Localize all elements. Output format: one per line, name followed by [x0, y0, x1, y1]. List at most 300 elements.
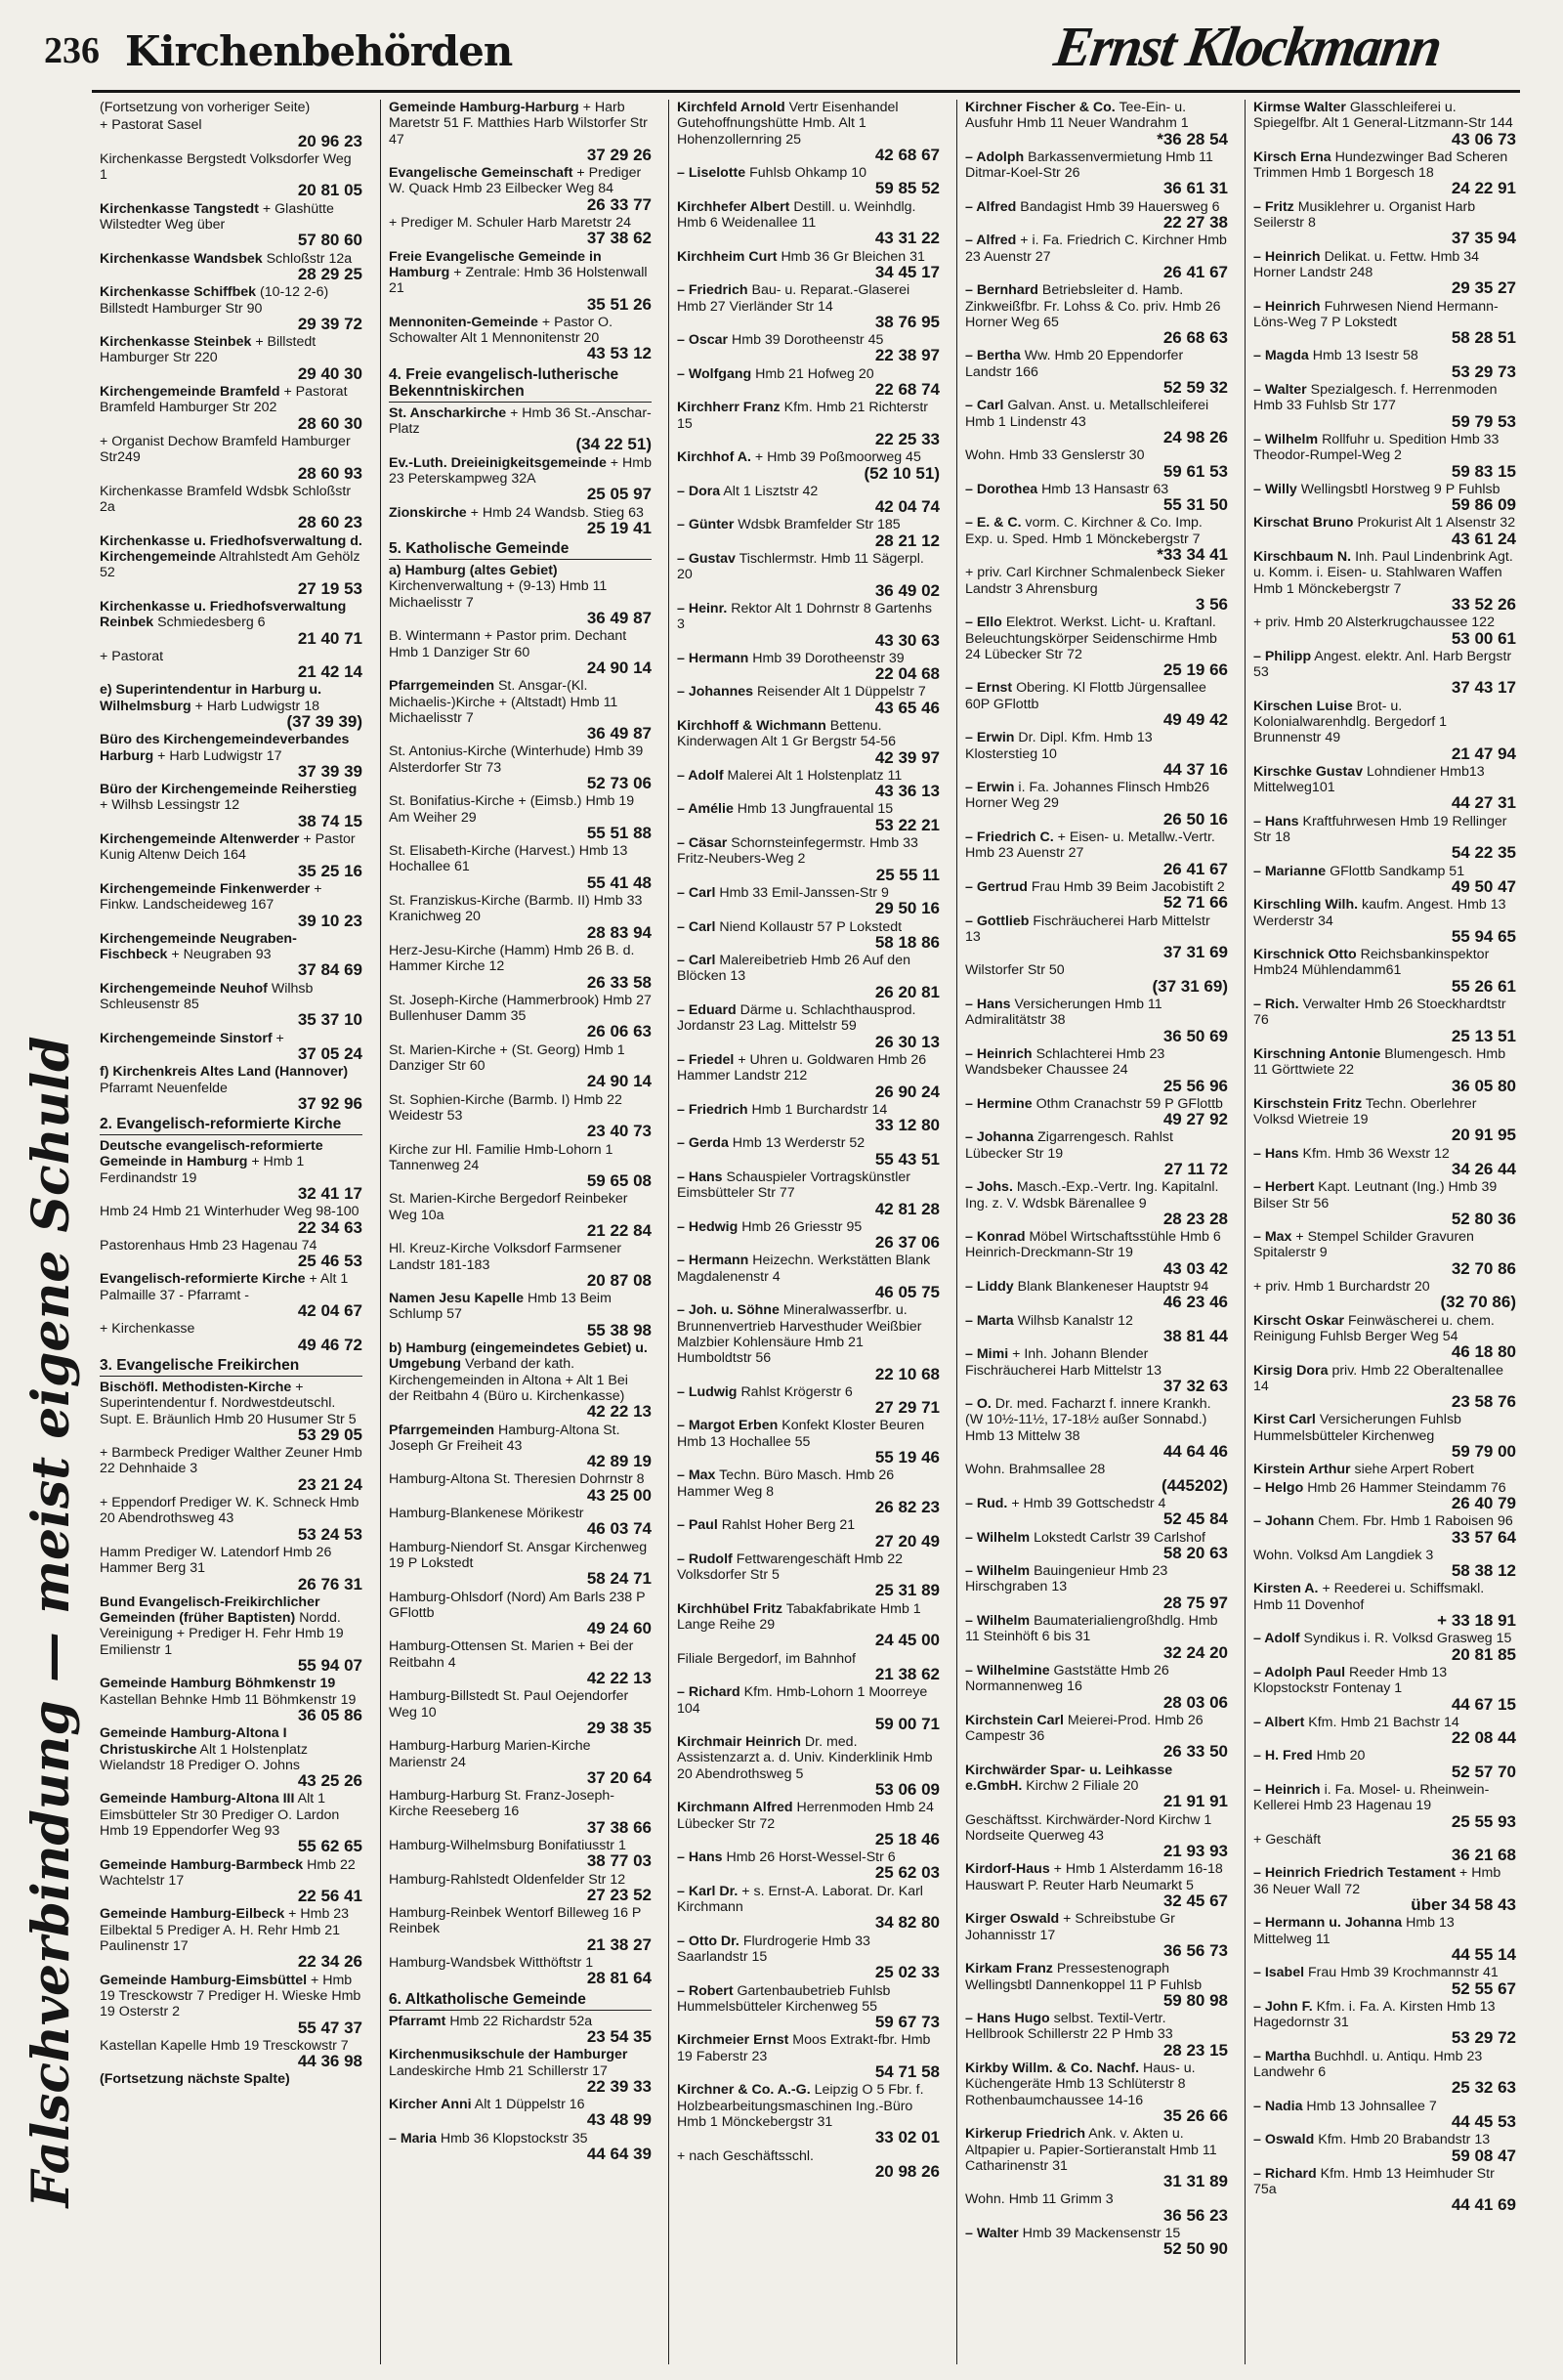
entry-details: Pressestenograph Wellingsbtl Dannenkoppel 11 P Fuhlsb	[965, 1961, 1203, 1993]
entry-name: – Walter	[1253, 382, 1307, 399]
entry-details: Wdsbk Bramfelder Str 185	[738, 517, 901, 533]
entry-name: – Johanna	[965, 1129, 1035, 1146]
entry-details: Kirchenkasse Bramfeld Wdsbk Schloßstr 2a	[100, 483, 352, 516]
entry-name: – Heinr.	[677, 600, 728, 616]
phone-number: 59 00 71	[874, 1714, 940, 1733]
entry-details: Wohn. Hmb 11 Grimm 3	[965, 2191, 1114, 2208]
entry-name: Kirchhoff & Wichmann	[677, 717, 826, 734]
phone-number: 22 34 26	[297, 1952, 362, 1972]
entry-name: – Richard	[677, 1684, 740, 1701]
entry-details: Versicherungen Fuhlsb Hummelsbütteler Kirchenweg	[1253, 1412, 1461, 1444]
phone-number: 26 76 31	[297, 1574, 362, 1594]
directory-entry	[1253, 1548, 1516, 1580]
phone-number: 28 60 30	[297, 413, 362, 433]
entry-details: Landeskirche Hmb 21 Schillerstr 17	[389, 2062, 608, 2079]
entry-name: – Marianne	[1253, 863, 1327, 879]
entry-details: vorm. C. Kirchner & Co. Imp. Exp. u. Sped. Hmb 1 Mönckebergstr 7	[965, 515, 1203, 547]
entry-name: – Willy	[1253, 481, 1297, 497]
entry-name: – Gertrud	[965, 878, 1028, 895]
entry-details: Hmb 26 Horst-Wessel-Str 6	[726, 1849, 896, 1866]
entry-details: Schauspieler Vortragskünstler Eimsbütteler Str 77	[677, 1169, 910, 1202]
entry-details: Ank. v. Akten u. Altpapier u. Papier-Sortieranstalt Hmb 11 Catharinenstr 31	[965, 2126, 1217, 2174]
entry-details: Bau- u. Reparat.-Glaserei Hmb 27 Vierländer Str 14	[677, 282, 910, 315]
entry-name: – E. & C.	[965, 515, 1022, 531]
entry-details: Obering. Kl Flottb Jürgensallee 60P GFlottb	[965, 680, 1206, 712]
entry-details: Hmb 13 Beim Schlump 57	[389, 1291, 612, 1323]
directory-entry	[677, 199, 940, 247]
entry-name: – Hans	[965, 997, 1011, 1013]
entry-name: Kirchengemeinde Bramfeld	[100, 384, 280, 401]
directory-entry	[1253, 1146, 1516, 1178]
phone-number: 23 21 24	[297, 1474, 362, 1494]
entry-name: Gemeinde Hamburg-Altona III	[100, 1791, 295, 1807]
entry-details: Leipzig O 5 Fbr. f. Holzbearbeitungsmaschinen Ing.-Büro Hmb 1 Mönckebergstr 31	[677, 2082, 924, 2130]
entry-name: – Hans	[1253, 1145, 1299, 1162]
directory-entry	[677, 919, 940, 952]
entry-name: Kirschat Bruno	[1253, 515, 1354, 531]
directory-entry	[965, 1530, 1228, 1562]
entry-name: Kirsch Erna	[1253, 149, 1331, 165]
phone-number: 28 75 97	[1162, 1593, 1228, 1612]
entry-details: Kirchw 2 Filiale 20	[1026, 1777, 1139, 1794]
directory-entry	[1253, 997, 1516, 1044]
entry-name: Kirchenkasse u. Friedhofsverwaltung d. Kirchengemeinde	[100, 532, 362, 566]
phone-number: 26 37 06	[874, 1233, 940, 1253]
directory-entry	[965, 680, 1228, 728]
directory-entry	[389, 100, 652, 163]
section-heading: 5. Katholische Gemeinde	[389, 540, 652, 560]
entry-name: Kirchhefer Albert	[677, 198, 790, 215]
entry-details: Rahlst Krögerstr 6	[740, 1383, 853, 1400]
entry-details: Inh. Paul Lindenbrink Agt. u. Komm. i. Eisen- u. Stahlwaren Waffen Hmb 1 Mönckebergstr 7	[1253, 549, 1513, 597]
publisher-logo: Ernst Klockmann	[1050, 15, 1445, 78]
phone-number: 26 41 67	[1162, 262, 1228, 281]
entry-name: – Johann	[1253, 1513, 1315, 1530]
phone-number: 25 32 63	[1451, 2078, 1516, 2098]
entry-details: + i. Fa. Friedrich C. Kirchner Hmb 23 Auenstr 27	[965, 233, 1227, 265]
directory-entry	[389, 1540, 652, 1588]
entry-name: – Hans	[1253, 813, 1299, 829]
directory-entry	[1253, 1915, 1516, 1963]
phone-number: 26 50 16	[1162, 809, 1228, 829]
phone-number: 46 18 80	[1451, 1342, 1516, 1362]
entry-name: Deutsche evangelisch-reformierte Gemeinde in Hamburg	[100, 1138, 323, 1170]
entry-name: – Konrad	[965, 1229, 1026, 1246]
entry-details: + Hmb 39 Poßmoorweg 45	[754, 449, 921, 466]
directory-entry	[389, 1340, 652, 1420]
phone-number: 21 42 14	[297, 662, 362, 682]
entry-name: Kirschning Antonie	[1253, 1045, 1381, 1062]
entry-details: Alt 1 Düppelstr 16	[474, 2097, 585, 2113]
entry-details: Feinwäscherei u. chem. Reinigung Fuhlsb Berger Weg 54	[1253, 1312, 1495, 1344]
entry-name: Kirchengemeinde Sinstorf	[100, 1030, 273, 1046]
phone-number: 22 39 33	[586, 2076, 652, 2096]
directory-entry	[965, 1861, 1228, 1909]
phone-number: 25 55 93	[1451, 1811, 1516, 1831]
phone-number: 36 21 68	[1451, 1846, 1516, 1865]
directory-entry	[389, 1506, 652, 1538]
phone-number: 25 05 97	[586, 485, 652, 504]
directory-entry	[100, 682, 362, 730]
directory-entry	[100, 1204, 362, 1236]
entry-details: Hamburg-Rahlstedt Oldenfelder Str 12	[389, 1871, 626, 1888]
entry-name: Kirsten A.	[1253, 1581, 1319, 1597]
entry-details: Frau Hmb 39 Beim Jacobistift 2	[1031, 878, 1225, 895]
entry-name: St. Anscharkirche	[389, 404, 507, 421]
entry-details: Kfm. i. Fa. A. Kirsten Hmb 13 Hagedornstr 31	[1253, 1998, 1496, 2031]
entry-name: – Hermine	[965, 1095, 1033, 1112]
entry-name: – Amélie	[677, 801, 734, 818]
entry-name: Kirschnick Otto	[1253, 947, 1357, 963]
entry-details: Hmb 22 Richardstr 52a	[449, 2013, 593, 2029]
entry-name: – Gustav	[677, 551, 736, 568]
phone-number: 20 98 26	[874, 2161, 940, 2181]
entry-details: Hmb 1 Burchardstr 14	[751, 1101, 888, 1118]
entry-details: Rahlst Hoher Berg 21	[721, 1517, 856, 1534]
entry-name: – John F.	[1253, 1998, 1313, 2015]
directory-entry	[389, 1838, 652, 1870]
phone-number: 26 33 50	[1162, 1742, 1228, 1762]
directory-entry	[677, 1135, 940, 1168]
entry-details: Syndikus i. R. Volksd Grasweg 15	[1303, 1631, 1512, 1647]
phone-number: 22 56 41	[297, 1887, 362, 1906]
phone-number: 25 46 53	[297, 1252, 362, 1271]
phone-number: 38 77 03	[586, 1851, 652, 1871]
directory-entry	[1253, 947, 1516, 995]
phone-number: 28 60 23	[297, 513, 362, 532]
entry-details: Hmb 21 Hofweg 20	[755, 365, 874, 382]
directory-entry	[100, 1973, 362, 2036]
directory-entry	[965, 1663, 1228, 1711]
entry-name: Kirchner & Co. A.-G.	[677, 2082, 811, 2099]
directory-entry	[389, 405, 652, 453]
directory-entry	[100, 1138, 362, 1202]
entry-details: Chem. Fbr. Hmb 1 Raboisen 96	[1318, 1513, 1513, 1530]
directory-entry	[389, 1423, 652, 1470]
directory-entry	[1253, 649, 1516, 697]
entry-name: – Oswald	[1253, 2132, 1315, 2148]
phone-number: 49 46 72	[297, 1335, 362, 1354]
entry-details: Dr. med. Facharzt f. innere Krankh. (W 10½-11½, 17-18½ außer Sonnabd.) Hmb 13 Mittelw 38	[965, 1396, 1211, 1444]
entry-name: Kirkerup Friedrich	[965, 2126, 1085, 2143]
directory-entry	[100, 284, 362, 332]
entry-details: Tee-Ein- u. Ausfuhr Hmb 11 Neuer Wandrahm 1	[965, 100, 1189, 132]
phone-number: 28 81 64	[586, 1969, 652, 1988]
directory-entry	[677, 249, 940, 281]
phone-number: 21 38 27	[586, 1934, 652, 1954]
entry-details: + Wilhsb Lessingstr 12	[100, 797, 240, 814]
directory-entry	[1253, 864, 1516, 896]
entry-details: + Inh. Johann Blender Fischräucherei Harb Mittelstr 13	[965, 1346, 1162, 1379]
entry-name: – Bertha	[965, 348, 1021, 364]
entry-name: – Ernst	[965, 680, 1013, 697]
entry-details: + Pastorat Sasel	[100, 117, 202, 134]
phone-number: 27 19 53	[297, 578, 362, 598]
entry-details: Brot- u. Kolonialwarenhdlg. Bergedorf 1 Brunnenstr 49	[1253, 698, 1447, 746]
entry-details: Kirchenkasse Bergstedt Volksdorfer Weg 1	[100, 150, 352, 184]
directory-entry	[1253, 299, 1516, 347]
entry-name: – Albert	[1253, 1714, 1305, 1730]
directory-entry	[389, 2131, 652, 2163]
phone-number: 25 18 46	[874, 1829, 940, 1849]
directory-entry	[677, 835, 940, 883]
directory-entry	[1253, 1229, 1516, 1277]
phone-number: 24 90 14	[586, 658, 652, 677]
directory-entry	[1253, 699, 1516, 762]
directory-entry	[100, 1545, 362, 1593]
entry-details: Hamburg-Reinbek Wentorf Billeweg 16 P Reinbek	[389, 1905, 642, 1937]
entry-details: + Barmbeck Prediger Walther Zeuner Hmb 22 Dehnhaide 3	[100, 1445, 362, 1477]
entry-details: Dr. Dipl. Kfm. Hmb 13 Klosterstieg 10	[965, 730, 1153, 762]
section-heading: 2. Evangelisch-reformierte Kirche	[100, 1116, 362, 1135]
directory-entry	[389, 843, 652, 891]
phone-number: 59 79 53	[1451, 411, 1516, 431]
entry-name: – Cäsar	[677, 835, 728, 852]
phone-number: 33 12 80	[874, 1116, 940, 1135]
section-title: Kirchenbehörden	[125, 27, 513, 75]
phone-number: 46 03 74	[586, 1519, 652, 1539]
directory-entry	[677, 100, 940, 163]
entry-details: Möbel Wirtschaftsstühle Hmb 6 Heinrich-Dreckmann-Str 19	[965, 1229, 1221, 1261]
entry-details: Blank Blankeneser Hauptstr 94	[1017, 1279, 1209, 1296]
entry-details: Wilhsb Kanalstr 12	[1017, 1312, 1133, 1329]
directory-entry	[1253, 1715, 1516, 1747]
directory-entry	[1253, 549, 1516, 613]
entry-name: – Otto Dr.	[677, 1933, 739, 1949]
entry-name: – Rich.	[1253, 997, 1299, 1013]
entry-details: selbst. Textil-Vertr. Hellbrook Schillerstr 22 P Hmb 33	[965, 2011, 1173, 2043]
directory-entry	[965, 100, 1228, 148]
entry-details: Ww. Hmb 20 Eppendorfer Landstr 166	[965, 348, 1184, 380]
phone-number: 23 40 73	[586, 1122, 652, 1141]
phone-number: 36 49 02	[874, 580, 940, 600]
directory-entry	[100, 1445, 362, 1493]
entry-name: – Wilhelm	[965, 1563, 1031, 1580]
phone-number: 42 39 97	[874, 747, 940, 767]
entry-details: Hmb 13 Jungfrauental 15	[737, 801, 894, 818]
entry-name: – Karl Dr.	[677, 1883, 739, 1899]
phone-number: 49 24 60	[586, 1619, 652, 1638]
directory-entry	[965, 482, 1228, 514]
directory-entry	[965, 829, 1228, 877]
directory-entry	[100, 1857, 362, 1905]
entry-name: – Erwin	[965, 780, 1015, 796]
entry-name: Kirkby Willm. & Co. Nachf.	[965, 2061, 1140, 2077]
phone-number: 37 31 69	[1162, 943, 1228, 962]
phone-number: 55 41 48	[586, 872, 652, 892]
entry-name: Kircher Anni	[389, 2097, 472, 2113]
phone-number: 43 31 22	[874, 229, 940, 248]
entry-name: Kirchmair Heinrich	[677, 1734, 801, 1751]
entry-name: Kirchenmusikschule der Hamburger	[389, 2047, 628, 2063]
entry-details: Altrahlstedt Am Gehölz 52	[100, 549, 360, 581]
phone-number: 37 84 69	[297, 960, 362, 980]
phone-number: 43 06 73	[1451, 129, 1516, 149]
directory-entry	[1253, 2166, 1516, 2214]
directory-entry	[965, 149, 1228, 197]
directory-entry	[100, 384, 362, 432]
entry-details: + Schreibstube Gr Johannisstr 17	[965, 1911, 1175, 1943]
phone-number: 58 20 63	[1162, 1543, 1228, 1562]
entry-name: – Fritz	[1253, 198, 1294, 215]
directory-entry	[389, 1042, 652, 1090]
phone-number: 55 31 50	[1162, 495, 1228, 515]
directory-entry	[1253, 1631, 1516, 1663]
entry-details: Techn. Oberlehrer Volksd Wietreie 19	[1253, 1095, 1477, 1128]
directory-entry	[389, 1241, 652, 1289]
entry-name: – Bernhard	[965, 282, 1038, 299]
directory-entry	[100, 533, 362, 597]
entry-name: b) Hamburg (eingemeindetes Gebiet) u. Umgebung	[389, 1340, 648, 1373]
phone-number: 35 51 26	[586, 294, 652, 314]
phone-number: 28 03 06	[1162, 1692, 1228, 1712]
entry-details: Musiklehrer u. Organist Harb Seilerstr 8	[1253, 198, 1476, 232]
entry-details: Heizechn. Werkstätten Blank Magdalenenstr 4	[677, 1253, 931, 1285]
directory-entry	[1253, 814, 1516, 862]
directory-entry	[965, 1462, 1228, 1494]
directory-entry	[677, 1684, 940, 1732]
directory-entry	[389, 505, 652, 537]
phone-number: 38 76 95	[874, 312, 940, 331]
phone-number: 43 61 24	[1451, 529, 1516, 548]
entry-details: Kfm. Hmb-Lohorn 1 Moorreye 104	[677, 1684, 928, 1717]
phone-number: 21 40 71	[297, 628, 362, 648]
entry-name: Freie Evangelische Gemeinde in Hamburg	[389, 248, 602, 280]
directory-entry	[965, 2011, 1228, 2059]
directory-entry	[389, 2097, 652, 2129]
directory-entry	[965, 398, 1228, 446]
directory-entry	[389, 943, 652, 991]
entry-name: – Eduard	[677, 1002, 737, 1019]
entry-name: f) Kirchenkreis Altes Land (Hannover)	[100, 1064, 349, 1081]
phone-number: 25 19 41	[586, 518, 652, 537]
entry-details: Wilstorfer Str 50	[965, 962, 1065, 979]
entry-name: Gemeinde Hamburg-Altona I Christuskirche	[100, 1725, 287, 1758]
phone-number: 20 87 08	[586, 1270, 652, 1290]
entry-details: Glasschleiferei u. Spiegelfbr. Alt 1 General-Litzmann-Str 144	[1253, 100, 1513, 132]
entry-details: Hamburg-Wandsbek Witthöftstr 1	[389, 1955, 594, 1972]
directory-entry	[677, 1052, 940, 1100]
entry-name: Kirchenkasse Tangstedt	[100, 200, 259, 217]
directory-entry	[677, 1551, 940, 1599]
phone-number: 28 23 28	[1162, 1209, 1228, 1228]
directory-entry	[965, 2061, 1228, 2124]
entry-name: – Friedrich	[677, 282, 748, 299]
directory-entry	[1253, 348, 1516, 380]
phone-number: 35 25 16	[297, 861, 362, 880]
phone-number: 52 50 90	[1162, 2239, 1228, 2259]
entry-details: Kfm. Hmb 20 Brabandstr 13	[1318, 2132, 1491, 2148]
entry-name: Kirchenkasse Wandsbek	[100, 250, 263, 267]
phone-number: 43 53 12	[586, 344, 652, 363]
entry-details: Kastellan Behnke Hmb 11 Böhmkenstr 19	[100, 1691, 357, 1708]
entry-details: Hundezwinger Bad Scheren Trimmen Hmb 1 Borgesch 18	[1253, 149, 1508, 182]
phone-number: 42 22 13	[586, 1669, 652, 1688]
phone-number: 59 67 73	[874, 2013, 940, 2032]
phone-number: 58 28 51	[1451, 328, 1516, 348]
entry-name: Kirchner Fischer & Co.	[965, 100, 1116, 115]
entry-details: + Hmb 39 Gottschedstr 4	[1011, 1495, 1166, 1511]
entry-name: Kirchenkasse Steinbek	[100, 334, 252, 351]
entry-details: St. Ansgar-(Kl. Michaelis-)Kirche + (Altstadt) Hmb 11 Michaelisstr 7	[389, 678, 618, 726]
entry-details: + Harb Ludwigstr 17	[157, 747, 282, 764]
phone-number: + 33 18 91	[1437, 1611, 1516, 1631]
phone-number: 42 81 28	[874, 1199, 940, 1218]
entry-details: + Kirchenkasse	[100, 1321, 195, 1338]
entry-details: Hmb 20	[1316, 1748, 1366, 1764]
entry-name: – Heinrich	[1253, 248, 1321, 265]
entry-name: (Fortsetzung nächste Spalte)	[100, 2071, 290, 2088]
section-heading: 4. Freie evangelisch-lutherische Bekenntniskirchen	[389, 366, 652, 403]
phone-number: 23 58 76	[1451, 1392, 1516, 1412]
entry-details: Niend Kollaustr 57 P Lokstedt	[719, 918, 903, 935]
phone-number: 32 70 86	[1451, 1258, 1516, 1278]
entry-details: + Alt 1 Palmaille 37 - Pfarramt -	[100, 1271, 349, 1303]
entry-name: – Walter	[965, 2226, 1019, 2241]
entry-name: – Hans	[677, 1169, 723, 1185]
entry-details: Hmb 36 Klopstockstr 35	[440, 2130, 588, 2146]
directory-entry	[965, 879, 1228, 912]
phone-number: 52 57 70	[1451, 1762, 1516, 1781]
phone-number: 58 24 71	[586, 1569, 652, 1589]
entry-name: – Rudolf	[677, 1551, 733, 1567]
phone-number: 43 25 00	[586, 1485, 652, 1505]
entry-details: St. Marien-Kirche Bergedorf Reinbeker Weg 10a	[389, 1191, 628, 1223]
phone-number: 38 74 15	[297, 811, 362, 830]
entry-details: St. Elisabeth-Kirche (Harvest.) Hmb 13 Hochallee 61	[389, 843, 628, 875]
directory-entry	[965, 1279, 1228, 1311]
entry-details: St. Antonius-Kirche (Winterhude) Hmb 39 Alsterdorfer Str 73	[389, 744, 644, 776]
phone-number: 29 39 72	[297, 314, 362, 333]
directory-entry	[677, 1302, 940, 1381]
directory-entry	[1253, 100, 1516, 148]
entry-name: – Wilhelm	[965, 1529, 1031, 1546]
entry-details: Kirche zur Hl. Familie Hmb-Lohorn 1 Tannenweg 24	[389, 1141, 613, 1173]
entry-details: + priv. Carl Kirchner Schmalenbeck Sieker Landstr 3 Ahrensburg	[965, 565, 1225, 597]
directory-entry	[100, 1791, 362, 1854]
directory-entry	[677, 517, 940, 549]
entry-name: – Helgo	[1253, 1479, 1304, 1496]
phone-number: 26 82 23	[874, 1497, 940, 1516]
phone-number: 24 90 14	[586, 1072, 652, 1091]
entry-details: Hmb 24 Hmb 21 Winterhuder Weg 98-100	[100, 1204, 359, 1220]
entry-details: Alt 1 Lisztstr 42	[723, 483, 819, 499]
phone-number: 55 94 65	[1451, 926, 1516, 946]
entry-name: – Adolph Paul	[1253, 1664, 1346, 1680]
entry-name: Kirchenkasse u. Friedhofsverwaltung Reinbek	[100, 598, 347, 631]
entry-details: Delikat. u. Fettw. Hmb 34 Horner Landstr 248	[1253, 248, 1480, 280]
directory-entry	[965, 1129, 1228, 1177]
directory-entry	[389, 1955, 652, 1987]
phone-number: 36 56 23	[1162, 2205, 1228, 2225]
entry-name: Gemeinde Hamburg-Harburg	[389, 100, 579, 115]
entry-details: Filiale Bergedorf, im Bahnhof	[677, 1650, 856, 1667]
directory-entry	[965, 1713, 1228, 1761]
phone-number: 22 25 33	[874, 429, 940, 448]
directory-entry	[677, 2082, 940, 2146]
entry-name: Kirscht Oskar	[1253, 1312, 1345, 1329]
entry-details: Tischlermstr. Hmb 11 Sägerpl. 20	[677, 551, 924, 583]
entry-details: Gaststätte Hmb 26 Normannenweg 16	[965, 1662, 1169, 1695]
entry-name: – Robert	[677, 1982, 734, 1999]
directory-entry	[677, 1849, 940, 1882]
entry-details: Nordd. Vereinigung + Prediger H. Fehr Hmb 19 Emilienstr 1	[100, 1610, 344, 1658]
directory-entry	[1253, 1046, 1516, 1094]
phone-number: 20 81 05	[297, 181, 362, 200]
entry-details: + priv. Hmb 1 Burchardstr 20	[1253, 1279, 1430, 1296]
entry-details: Hmb 33 Emil-Janssen-Str 9	[719, 884, 889, 901]
phone-number: 55 38 98	[586, 1320, 652, 1339]
